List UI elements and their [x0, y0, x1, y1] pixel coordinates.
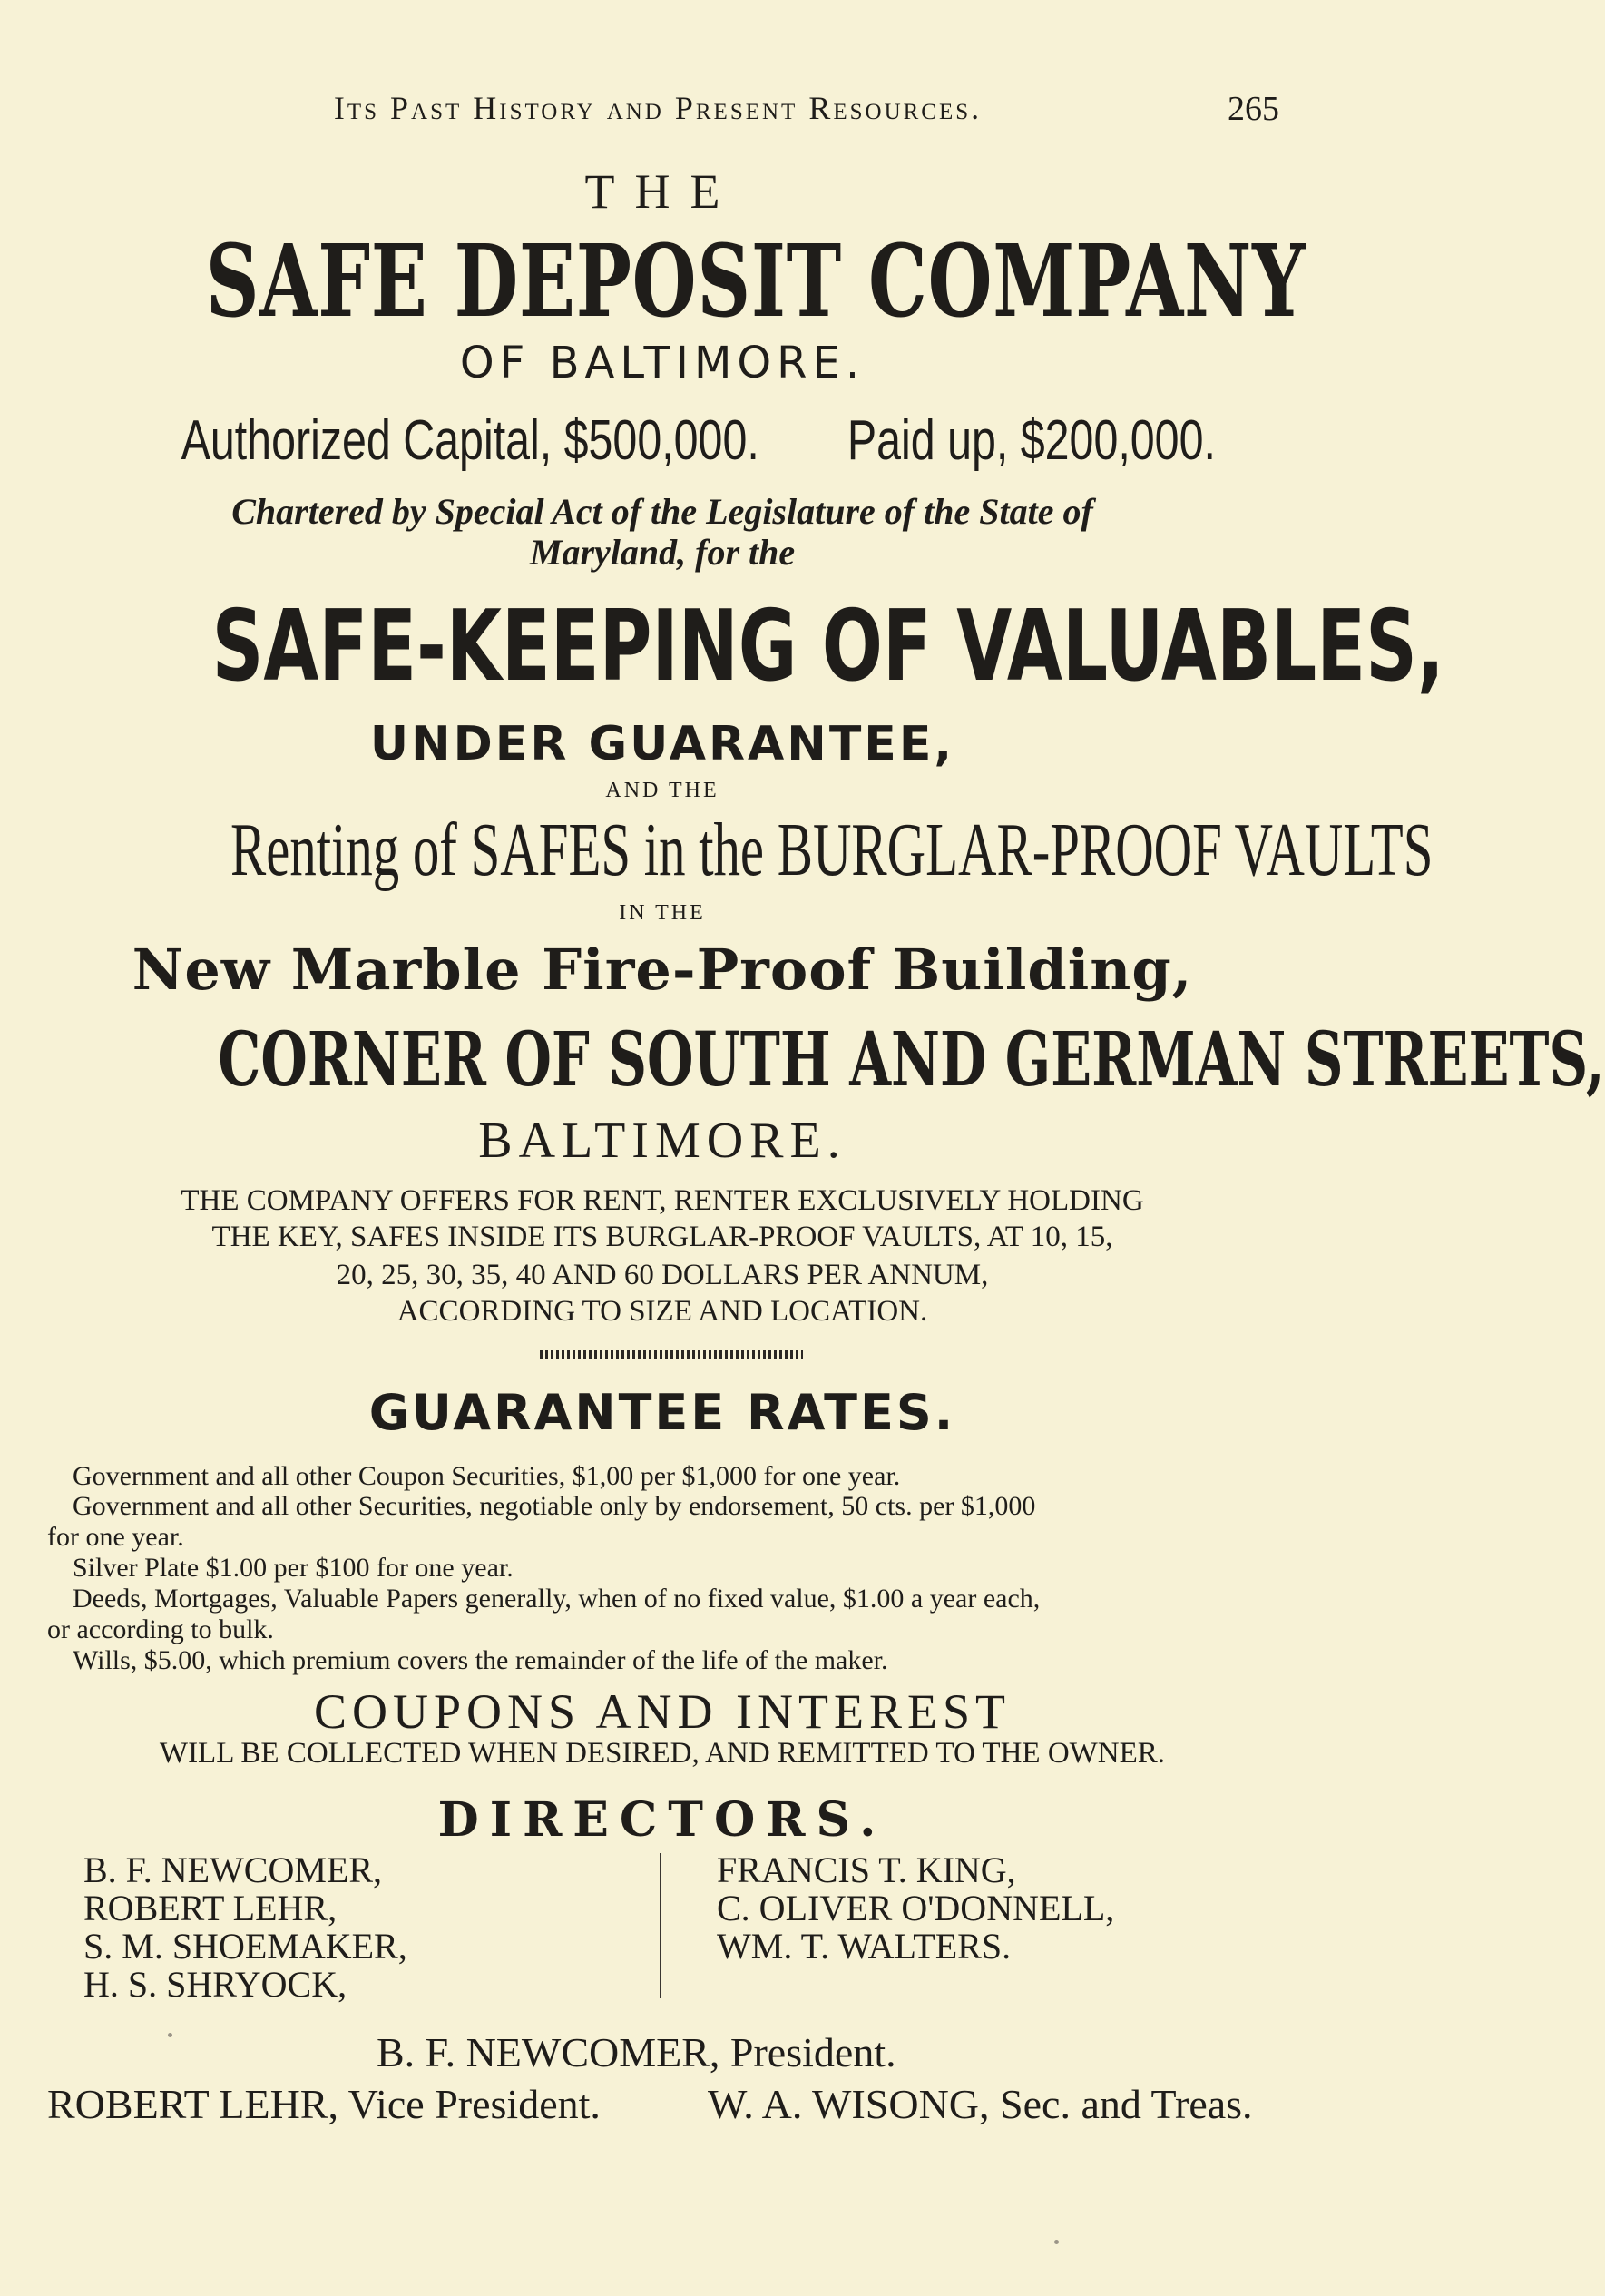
vice-president: ROBERT LEHR, Vice President. [47, 2081, 601, 2127]
paid-up-capital: Paid up, $200,000. [847, 409, 1216, 472]
capital-line [181, 408, 1216, 473]
rate-line: Government and all other Coupon Securities, $1,00 per $1,000 for one year. [73, 1461, 901, 1491]
street-corner: CORNER OF SOUTH AND GERMAN STREETS, [218, 1016, 1605, 1104]
rate-line: for one year. [47, 1522, 184, 1552]
directors-left-column [83, 1851, 407, 2004]
paper-speck [1054, 2240, 1059, 2244]
city-name: BALTIMORE. [478, 1113, 847, 1169]
charter-line-2: Maryland, for the [529, 532, 796, 573]
company-location: OF BALTIMORE. [459, 338, 866, 388]
building-name: New Marble Fire-Proof Building, [132, 937, 1193, 1003]
running-head: Its Past History and Present Resources. [333, 90, 983, 126]
director-name: H. S. SHRYOCK, [83, 1964, 347, 2005]
rate-line: Wills, $5.00, which premium covers the remainder of the life of the maker. [73, 1645, 888, 1675]
director-name: S. M. SHOEMAKER, [83, 1926, 407, 1967]
title-the: THE [584, 164, 740, 219]
rate-line: Deeds, Mortgages, Valuable Papers generally, when of no fixed value, $1.00 a year each, [73, 1584, 1041, 1614]
director-name: B. F. NEWCOMER, [83, 1850, 383, 1890]
coupons-title: COUPONS AND INTEREST [313, 1684, 1012, 1739]
offer-line-2: THE KEY, SAFES INSIDE ITS BURGLAR-PROOF VAULTS, AT 10, 15, [211, 1221, 1113, 1253]
under-guarantee: UNDER GUARANTEE, [369, 717, 955, 771]
guarantee-rates-title: GUARANTEE RATES. [368, 1384, 956, 1441]
director-name: ROBERT LEHR, [83, 1888, 338, 1928]
paper-speck [168, 2033, 172, 2037]
director-name: C. OLIVER O'DONNELL, [717, 1888, 1115, 1928]
renting-heading: Renting of SAFES in the BURGLAR-PROOF VAULTS [230, 808, 1434, 892]
rate-line: Silver Plate $1.00 per $100 for one year. [73, 1553, 514, 1583]
and-the: AND THE [605, 779, 719, 802]
coupons-subtitle: WILL BE COLLECTED WHEN DESIRED, AND REMITTED TO THE OWNER. [159, 1737, 1166, 1770]
rate-line: or according to bulk. [47, 1614, 274, 1644]
offer-line-1: THE COMPANY OFFERS FOR RENT, RENTER EXCLUSIVELY HOLDING [181, 1184, 1144, 1217]
directors-right-column [717, 1851, 1114, 1966]
offer-line-4: ACCORDING TO SIZE AND LOCATION. [396, 1295, 928, 1328]
president: B. F. NEWCOMER, President. [377, 2029, 896, 2075]
safekeeping-heading: SAFE-KEEPING OF VALUABLES, [211, 590, 1444, 703]
secretary-treasurer: W. A. WISONG, Sec. and Treas. [708, 2081, 1253, 2127]
in-the: IN THE [619, 901, 706, 925]
dotted-rule [540, 1350, 803, 1359]
charter-line-1: Chartered by Special Act of the Legislature of the State of [231, 491, 1093, 532]
director-name: WM. T. WALTERS. [717, 1926, 1012, 1967]
offer-line-3: 20, 25, 30, 35, 40 AND 60 DOLLARS PER ANNUM, [336, 1259, 989, 1291]
page-number: 265 [1228, 90, 1279, 128]
authorized-capital: Authorized Capital, $500,000. [181, 409, 759, 472]
directors-title: DIRECTORS. [437, 1792, 887, 1848]
director-name: FRANCIS T. KING, [717, 1850, 1016, 1890]
column-divider [660, 1853, 661, 1998]
rate-line: Government and all other Securities, negotiable only by endorsement, 50 cts. per $1,000 [73, 1491, 1036, 1521]
company-name: SAFE DEPOSIT COMPANY [205, 222, 1307, 339]
